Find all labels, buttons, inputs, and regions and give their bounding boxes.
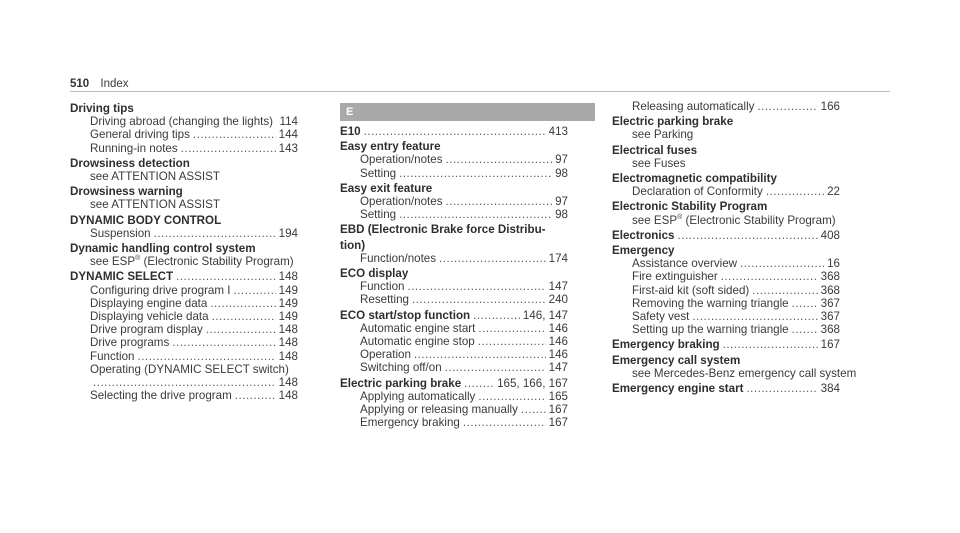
page-reference[interactable]: 144	[278, 128, 298, 142]
page-reference[interactable]: 167	[820, 338, 840, 352]
index-entries	[340, 125, 568, 429]
index-subentry	[70, 170, 298, 183]
entry-text: Fire extinguisher	[632, 270, 718, 284]
page-reference[interactable]: 146	[548, 348, 568, 362]
leader-dots	[446, 195, 553, 208]
entry-text: Driving tips	[70, 102, 134, 115]
page-reference[interactable]: 165, 166, 167	[497, 376, 568, 390]
entry-text: Drive programs	[90, 336, 170, 350]
leader-dots	[721, 271, 818, 284]
leader-dots	[521, 403, 546, 416]
entry-text: Operation	[360, 348, 411, 362]
page-reference[interactable]: 194	[278, 226, 298, 240]
letter-heading: E	[340, 103, 595, 121]
leader-dots	[792, 297, 818, 310]
page-reference[interactable]: 148	[278, 389, 298, 403]
entry-text: Electronics	[612, 228, 675, 242]
leader-dots	[478, 335, 546, 348]
index-column-2	[340, 103, 568, 429]
page-number: 510	[70, 78, 90, 90]
entry-text: Operation/notes	[360, 195, 443, 209]
entry-text: Declaration of Conformity	[632, 185, 763, 199]
index-subentry	[612, 128, 840, 141]
index-entry	[70, 270, 298, 283]
index-subentry	[340, 252, 568, 265]
index-subentry	[340, 403, 568, 416]
entry-text: Emergency engine start	[612, 382, 744, 396]
leader-dots	[176, 271, 276, 284]
index-entry	[70, 185, 298, 198]
leader-dots	[757, 100, 817, 113]
entry-text: ECO display	[340, 267, 409, 281]
leader-dots	[206, 323, 276, 336]
entry-text: see ESP® (Electronic Stability Program)	[632, 213, 836, 227]
entry-text: Running-in notes	[90, 141, 178, 155]
page-reference[interactable]: 146	[548, 321, 568, 335]
index-subentry	[612, 257, 840, 270]
index-entry	[612, 172, 840, 185]
leader-dots	[792, 323, 818, 336]
index-entry	[612, 354, 840, 367]
index-subentry	[70, 350, 298, 363]
leader-dots	[464, 377, 494, 390]
page-reference[interactable]: 148	[278, 349, 298, 363]
page-reference[interactable]: 16	[827, 257, 840, 271]
index-entry	[612, 338, 840, 351]
index-entry	[340, 125, 568, 138]
entry-text: Applying or releasing manually	[360, 403, 518, 417]
entry-text: Emergency call system	[612, 353, 741, 367]
entry-text: Easy exit feature	[340, 181, 433, 195]
index-entry	[612, 229, 840, 242]
index-entry	[340, 377, 568, 390]
index-subentry	[70, 376, 298, 389]
page-reference[interactable]: 147	[548, 361, 568, 375]
leader-dots	[414, 348, 546, 361]
leader-dots	[692, 310, 817, 323]
entry-text: Emergency braking	[360, 416, 460, 430]
index-subentry	[340, 361, 568, 374]
entry-text: General driving tips	[90, 128, 190, 142]
entry-text: Electrical fuses	[612, 143, 698, 157]
index-subentry	[70, 142, 298, 155]
index-subentry	[70, 255, 298, 268]
index-entry	[340, 182, 568, 195]
entry-text: Dynamic handling control system	[70, 242, 256, 256]
entry-text: Automatic engine start	[360, 321, 476, 335]
entry-text: Assistance overview	[632, 257, 738, 271]
index-subentry	[612, 366, 857, 380]
leader-dots	[172, 337, 275, 350]
leader-dots	[235, 389, 276, 402]
index-subentry	[612, 270, 840, 283]
index-column-3	[612, 100, 857, 396]
index-subentry	[70, 198, 298, 211]
index-subentry	[70, 310, 298, 323]
page-reference[interactable]: 166	[820, 100, 840, 113]
entry-text: see Parking	[632, 128, 694, 142]
entry-text: Configuring drive program I	[90, 283, 231, 297]
entry-text: tion)	[340, 238, 366, 252]
page-reference[interactable]: 149	[278, 283, 298, 297]
entry-text: Operation/notes	[360, 153, 443, 167]
page-reference[interactable]: 148	[278, 376, 298, 390]
entry-text: ECO start/stop function	[340, 308, 471, 322]
entry-text: Switching off/on	[360, 361, 442, 375]
index-subentry	[70, 284, 298, 297]
index-subentry	[340, 348, 568, 361]
entry-text: Function	[90, 349, 135, 363]
page-reference[interactable]: 165	[548, 389, 568, 403]
index-entry	[612, 244, 840, 257]
index-subentry	[70, 128, 298, 141]
index-entry	[612, 115, 840, 128]
page-reference[interactable]: 174	[548, 251, 568, 265]
entry-text: Driving abroad (changing the lights)	[90, 115, 274, 129]
index-subentry	[612, 100, 840, 113]
page-reference[interactable]: 22	[827, 185, 840, 199]
leader-dots	[193, 129, 276, 142]
entry-text: Electric parking brake	[612, 115, 734, 129]
entry-text: Drive program display	[90, 323, 203, 337]
index-entry	[340, 267, 568, 280]
entry-text: Suspension	[90, 226, 151, 240]
leader-dots	[364, 125, 546, 138]
index-entry	[340, 223, 568, 236]
index-entry	[70, 102, 298, 115]
entry-text: Easy entry feature	[340, 140, 441, 154]
leader-dots	[446, 154, 553, 167]
page-reference[interactable]: 368	[820, 283, 840, 297]
page-reference[interactable]: 149	[278, 296, 298, 310]
page-reference[interactable]: 240	[548, 293, 568, 307]
index-entry	[340, 140, 568, 153]
leader-dots	[752, 284, 817, 297]
leader-dots	[478, 390, 545, 403]
entry-text: Displaying engine data	[90, 296, 208, 310]
page-reference[interactable]: 148	[278, 270, 298, 284]
leader-dots	[478, 322, 545, 335]
entry-text: Safety vest	[632, 310, 690, 324]
index-subentry	[612, 284, 840, 297]
entry-text: First-aid kit (soft sided)	[632, 283, 750, 297]
index-subentry	[612, 310, 840, 323]
entry-text: Setting	[360, 208, 397, 222]
entry-text: Setting	[360, 166, 397, 180]
page-reference[interactable]: 167	[548, 403, 568, 417]
index-subentry	[612, 185, 840, 198]
entry-text: see ATTENTION ASSIST	[90, 198, 220, 212]
entry-text: Operating (DYNAMIC SELECT switch)	[90, 362, 289, 376]
index-entry	[612, 200, 840, 213]
page-header	[70, 78, 129, 90]
entry-text: see ESP® (Electronic Stability Program)	[90, 255, 294, 269]
leader-dots	[746, 382, 817, 395]
index-entry	[70, 157, 298, 170]
page-reference[interactable]: 367	[820, 296, 840, 310]
index-subentry	[340, 335, 568, 348]
page-reference[interactable]: 98	[555, 166, 568, 180]
page-reference[interactable]: 368	[820, 323, 840, 337]
index-subentry	[340, 167, 568, 180]
entry-text: Electronic Stability Program	[612, 200, 768, 214]
page-reference[interactable]: 98	[555, 208, 568, 222]
index-subentry	[340, 416, 568, 429]
leader-dots	[399, 208, 552, 221]
index-subentry	[70, 115, 298, 128]
leader-dots	[399, 167, 552, 180]
entry-text: Automatic engine stop	[360, 335, 475, 349]
leader-dots	[412, 294, 546, 307]
entry-text: Function/notes	[360, 251, 437, 265]
entry-text: Drowsiness detection	[70, 156, 190, 170]
page-reference[interactable]: 97	[555, 153, 568, 167]
leader-dots	[407, 280, 545, 293]
index-entry	[70, 214, 298, 227]
index-entry	[612, 382, 840, 395]
index-subentry	[340, 322, 568, 335]
index-subentry	[340, 153, 568, 166]
leader-dots	[445, 362, 546, 375]
page-reference[interactable]: 147	[548, 280, 568, 294]
leader-dots	[212, 310, 276, 323]
leader-dots	[766, 185, 824, 198]
index-entry	[340, 309, 568, 322]
entry-text: Selecting the drive program	[90, 389, 232, 403]
leader-dots	[678, 229, 818, 242]
index-subentry	[70, 297, 298, 310]
entry-text: DYNAMIC BODY CONTROL	[70, 213, 222, 227]
section-title: Index	[100, 78, 129, 90]
page-reference[interactable]: 368	[820, 270, 840, 284]
leader-dots	[740, 257, 824, 270]
leader-dots	[137, 350, 275, 363]
leader-dots	[210, 297, 275, 310]
page-reference[interactable]: 408	[820, 228, 840, 242]
page-reference[interactable]: 384	[820, 382, 840, 396]
index-subentry	[612, 323, 840, 336]
entry-text: E10	[340, 125, 361, 138]
header-divider	[70, 91, 890, 92]
entry-text: see Mercedes-Benz emergency call system	[632, 366, 857, 380]
index-subentry	[70, 363, 298, 376]
entry-text: see ATTENTION ASSIST	[90, 170, 220, 184]
page-reference[interactable]: 148	[278, 323, 298, 337]
index-subentry	[340, 208, 568, 221]
leader-dots	[463, 416, 546, 429]
index-subentry	[340, 280, 568, 293]
entry-text: Drowsiness warning	[70, 185, 183, 199]
page-reference[interactable]: 146, 147	[522, 308, 568, 322]
index-column-1	[70, 100, 298, 402]
index-entry	[340, 239, 568, 252]
leader-dots	[154, 227, 276, 240]
leader-dots	[233, 284, 275, 297]
index-subentry	[612, 214, 840, 227]
entry-text: Releasing automatically	[632, 100, 755, 113]
index-subentry	[612, 157, 840, 170]
entry-text: Emergency	[612, 244, 675, 258]
entry-text: Setting up the warning triangle	[632, 323, 789, 337]
leader-dots	[723, 339, 818, 352]
index-subentry	[70, 336, 298, 349]
entry-text: Function	[360, 280, 405, 294]
leader-dots	[93, 376, 276, 389]
entry-text: EBD (Electronic Brake force Distribu-	[340, 223, 546, 237]
entry-text: see Fuses	[632, 156, 686, 170]
entry-text: Displaying vehicle data	[90, 310, 209, 324]
page-reference[interactable]: 148	[278, 336, 298, 350]
page-reference[interactable]: 114	[279, 115, 298, 129]
index-entry	[612, 144, 840, 157]
page-reference[interactable]: 143	[278, 141, 298, 155]
entry-text: Electric parking brake	[340, 376, 462, 390]
page-reference[interactable]: 146	[548, 335, 568, 349]
entry-text: Resetting	[360, 293, 409, 307]
entry-text: DYNAMIC SELECT	[70, 270, 174, 284]
entry-text: Electromagnetic compatibility	[612, 172, 777, 186]
entry-text: Emergency braking	[612, 338, 720, 352]
page-reference[interactable]: 97	[555, 195, 568, 209]
page-reference[interactable]: 167	[548, 416, 568, 430]
index-subentry	[612, 297, 840, 310]
page-reference[interactable]: 149	[278, 310, 298, 324]
entry-text: Applying automatically	[360, 389, 476, 403]
entry-text: Removing the warning triangle	[632, 296, 789, 310]
index-subentry	[70, 227, 298, 240]
leader-dots	[181, 142, 276, 155]
leader-dots	[473, 309, 520, 322]
leader-dots	[439, 252, 546, 265]
index-subentry	[340, 390, 568, 403]
index-entry	[70, 242, 298, 255]
index-subentry	[340, 293, 568, 306]
page-reference[interactable]: 413	[548, 125, 568, 138]
index-subentry	[70, 389, 298, 402]
index-subentry	[340, 195, 568, 208]
page-reference[interactable]: 367	[820, 310, 840, 324]
index-subentry	[70, 323, 298, 336]
